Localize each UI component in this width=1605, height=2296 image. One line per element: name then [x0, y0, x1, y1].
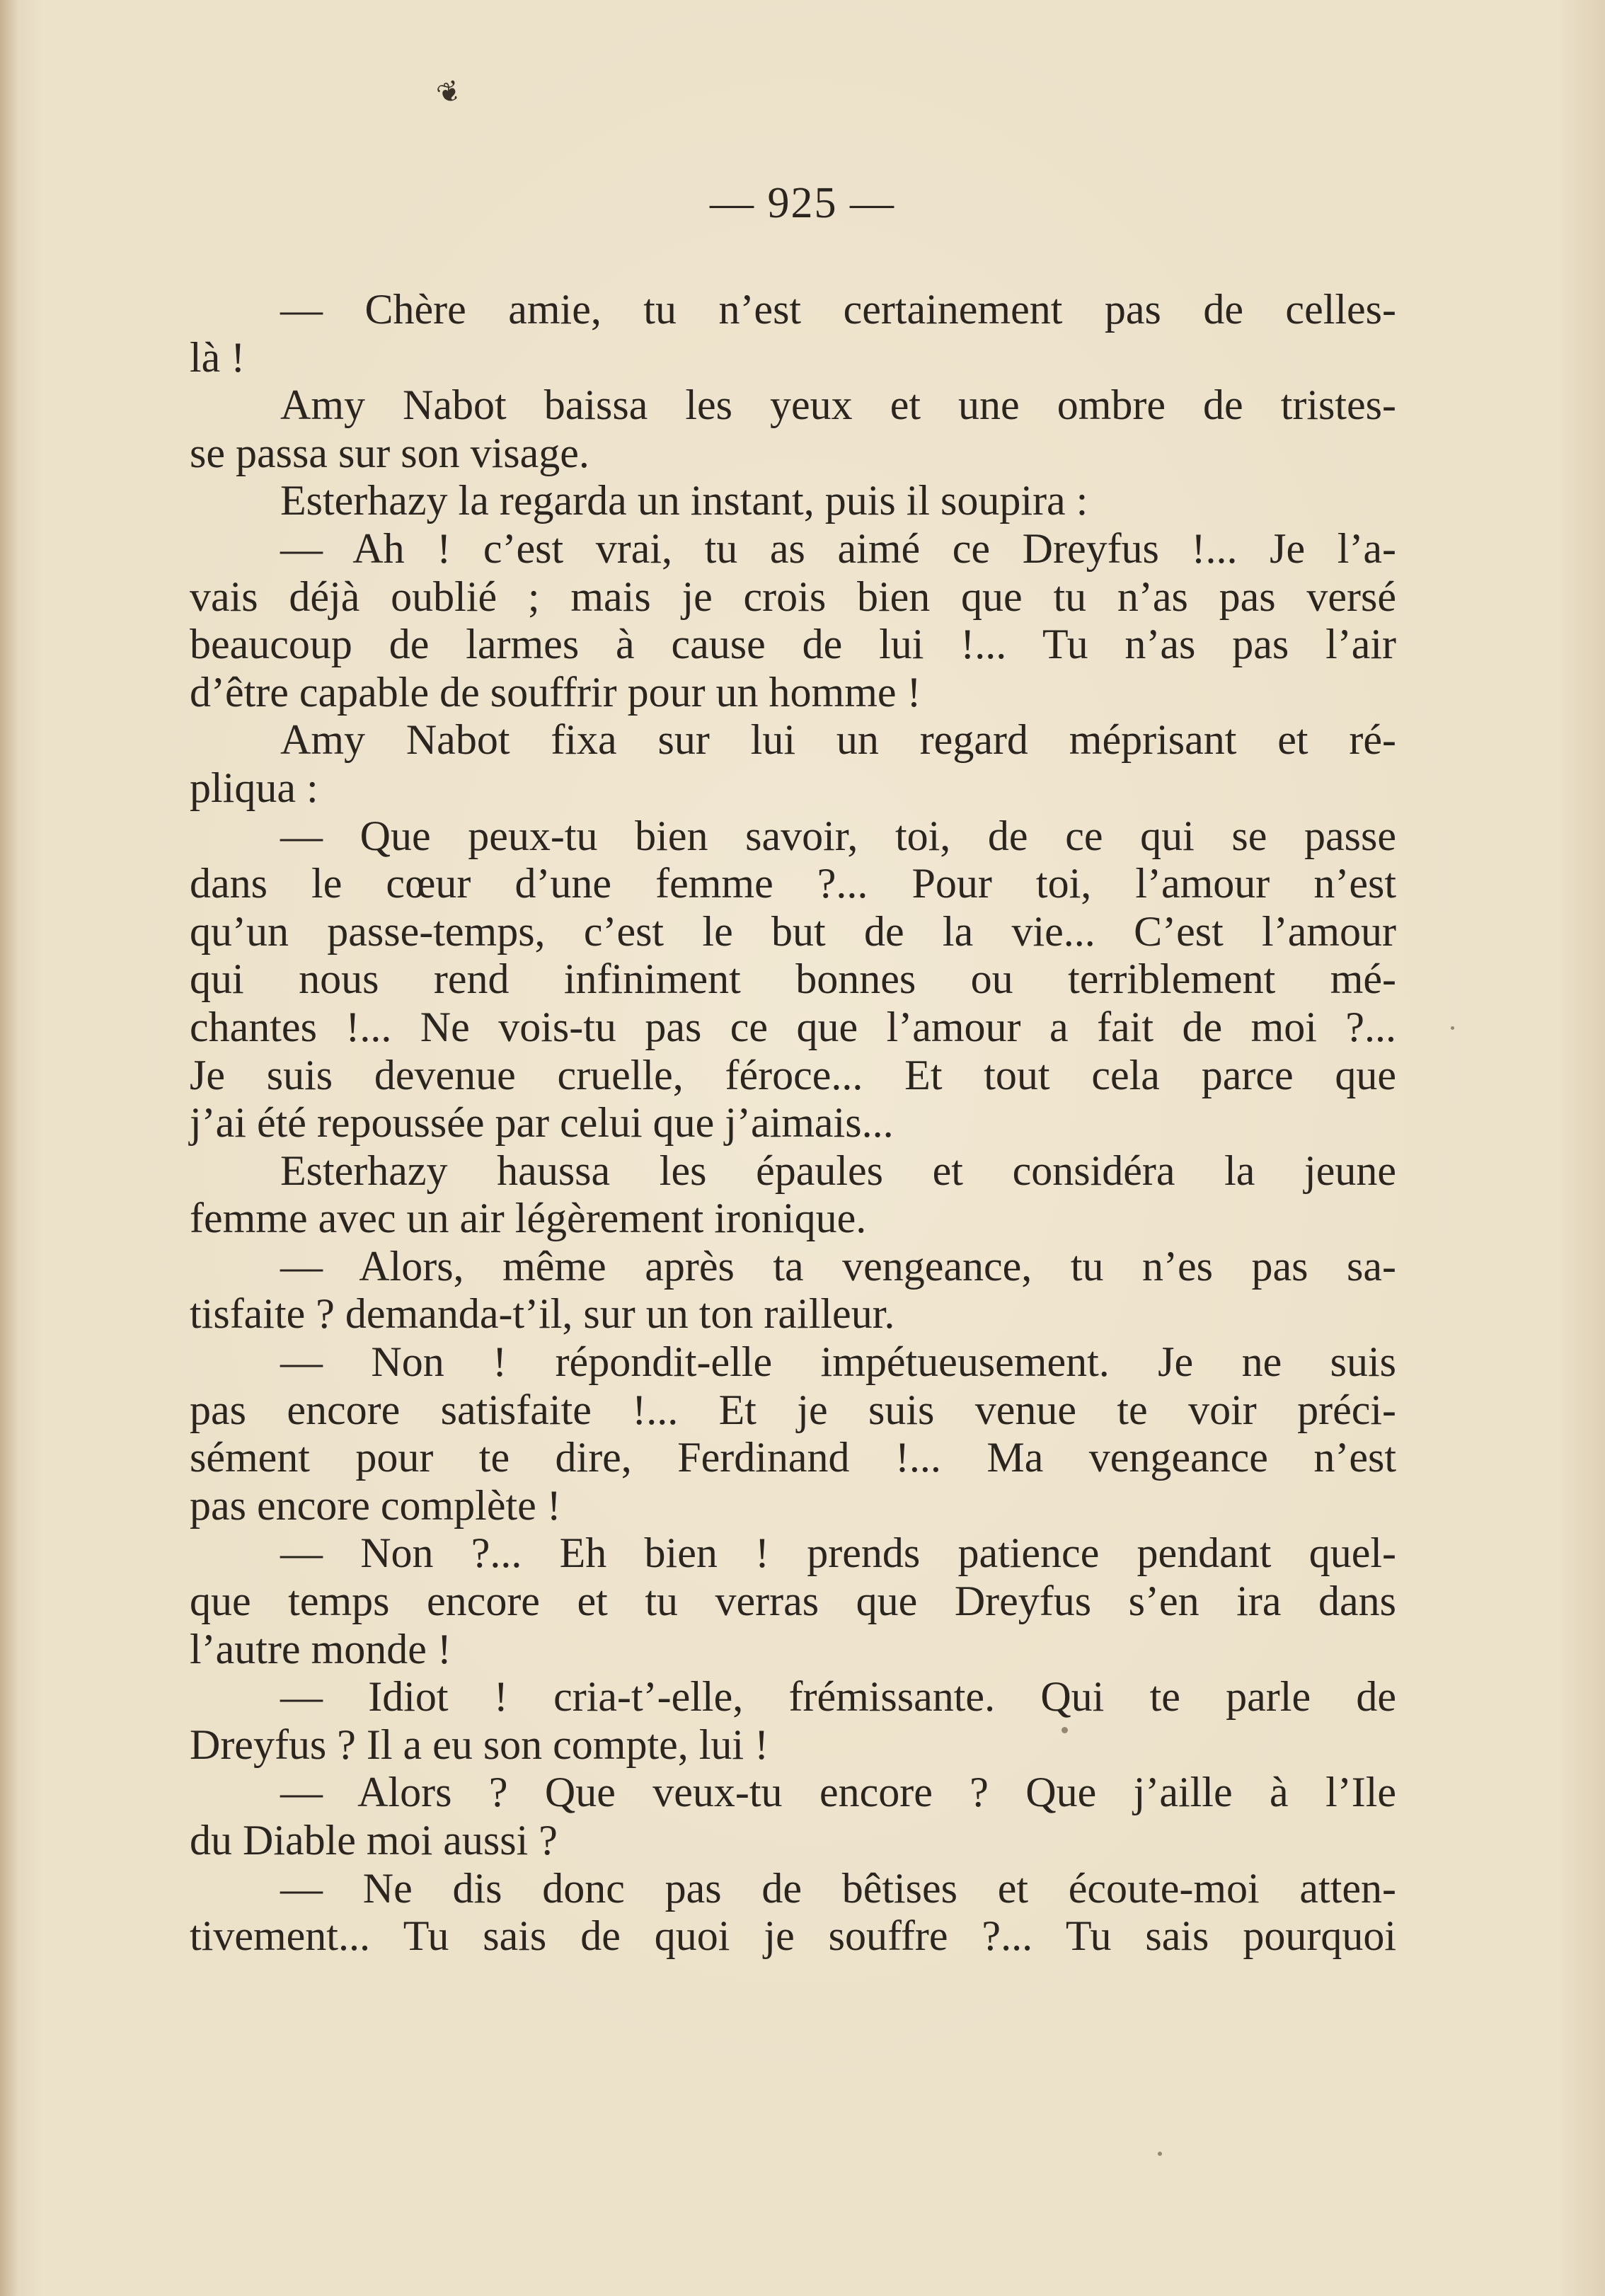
- body-text: [190, 286, 1396, 1961]
- text-line: qui nous rend infiniment bonnes ou terriblement mé-: [190, 955, 1396, 1003]
- text-line: — Alors, même après ta vengeance, tu n’es pas sa-: [280, 1242, 1396, 1290]
- text-line: Je suis devenue cruelle, féroce... Et tout cela parce que: [190, 1051, 1396, 1098]
- text-line: — Idiot ! cria-t’-elle, frémissante. Qui te parle de: [280, 1673, 1396, 1721]
- paper-speck: [1158, 2152, 1162, 2156]
- text-line: se passa sur son visage.: [190, 429, 589, 476]
- text-line: que temps encore et tu verras que Dreyfus s’en ira dans: [190, 1578, 1396, 1625]
- page-edge-shadow: [0, 0, 18, 2296]
- text-line: femme avec un air légèrement ironique.: [190, 1195, 867, 1242]
- text-line: d’être capable de souffrir pour un homme !: [190, 668, 921, 716]
- text-line: pas encore complète !: [190, 1481, 561, 1529]
- text-line: vais déjà oublié ; mais je crois bien que tu n’as pas versé: [190, 573, 1396, 620]
- text-line: beaucoup de larmes à cause de lui !... Tu n’as pas l’air: [190, 621, 1396, 668]
- text-line: pliqua :: [190, 764, 318, 811]
- text-line: Amy Nabot baissa les yeux et une ombre de tristes-: [280, 381, 1396, 429]
- text-line: — Que peux-tu bien savoir, toi, de ce qui se passe: [280, 812, 1396, 859]
- text-line: — Ne dis donc pas de bêtises et écoute-moi atten-: [280, 1864, 1396, 1912]
- text-line: Esterhazy la regarda un instant, puis il soupira :: [280, 477, 1088, 524]
- page-number: — 925 —: [710, 179, 895, 227]
- text-line: pas encore satisfaite !... Et je suis venue te voir préci-: [190, 1386, 1396, 1433]
- text-line: — Ah ! c’est vrai, tu as aimé ce Dreyfus !... Je l’a-: [280, 524, 1396, 572]
- paper-speck: [1062, 1727, 1068, 1733]
- paper-speck: [1451, 1026, 1454, 1030]
- text-line: — Non ?... Eh bien ! prends patience pendant quel-: [280, 1529, 1396, 1577]
- text-line: tisfaite ? demanda-t’il, sur un ton railleur.: [190, 1290, 895, 1338]
- text-line: Esterhazy haussa les épaules et considéra la jeune: [280, 1147, 1396, 1194]
- text-line: j’ai été repoussée par celui que j’aimais...: [190, 1099, 894, 1147]
- text-line: tivement... Tu sais de quoi je souffre ?... Tu sais pourquoi: [190, 1912, 1396, 1960]
- text-line: Amy Nabot fixa sur lui un regard méprisant et ré-: [280, 716, 1396, 764]
- text-line: — Alors ? Que veux-tu encore ? Que j’aille à l’Ile: [280, 1769, 1396, 1816]
- text-line: du Diable moi aussi ?: [190, 1817, 558, 1864]
- text-line: dans le cœur d’une femme ?... Pour toi, l’amour n’est: [190, 860, 1396, 907]
- text-line: Dreyfus ? Il a eu son compte, lui !: [190, 1721, 769, 1768]
- text-line: l’autre monde !: [190, 1625, 451, 1672]
- text-line: qu’un passe-temps, c’est le but de la vie... C’est l’amour: [190, 907, 1396, 955]
- text-line: — Non ! répondit-elle impétueusement. Je ne suis: [280, 1338, 1396, 1386]
- text-line: là !: [190, 333, 246, 381]
- text-line: sément pour te dire, Ferdinand !... Ma vengeance n’est: [190, 1434, 1396, 1481]
- text-line: chantes !... Ne vois-tu pas ce que l’amour a fait de moi ?...: [190, 1003, 1396, 1050]
- ornament-mark: ❦: [432, 73, 466, 113]
- text-line: — Chère amie, tu n’est certainement pas de celles-: [280, 286, 1396, 333]
